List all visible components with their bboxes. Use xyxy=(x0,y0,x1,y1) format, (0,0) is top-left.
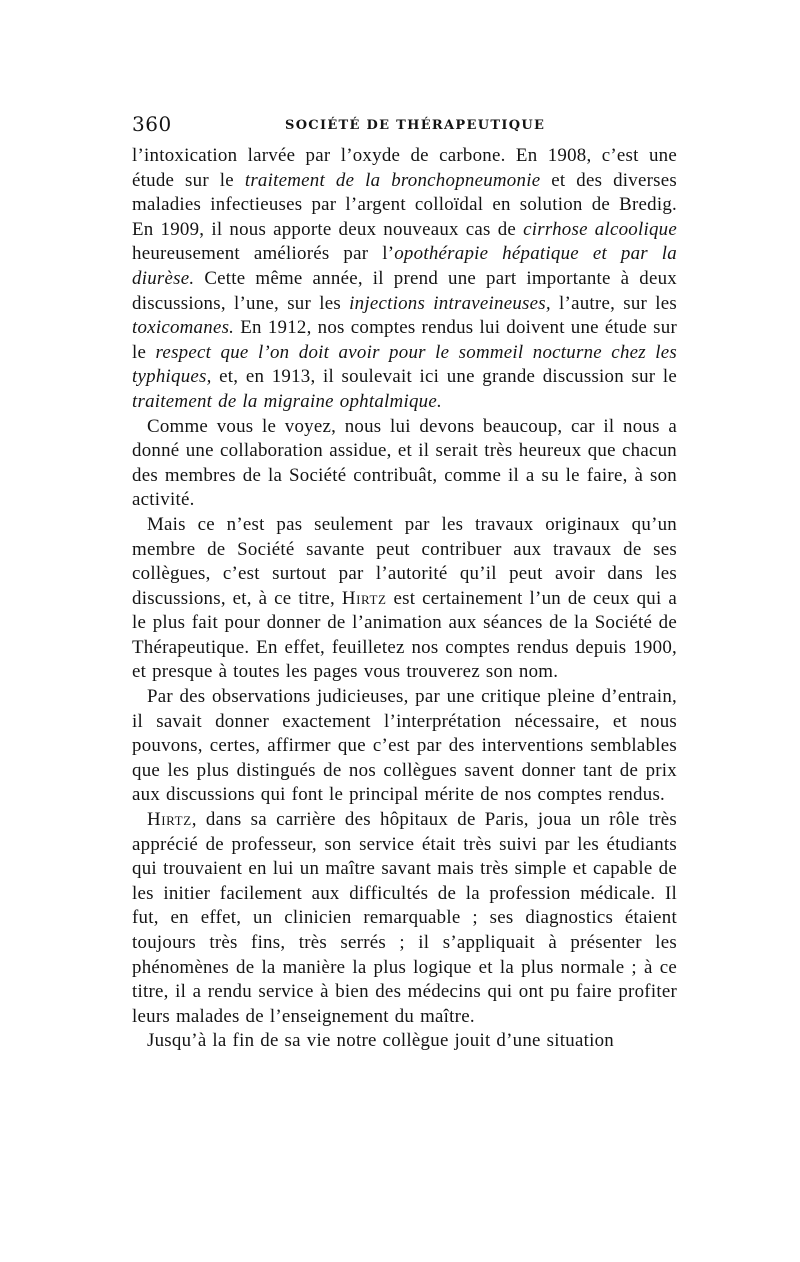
paragraph xyxy=(132,513,677,685)
italic-text-run: opothérapie hépatique et par la diurèse. xyxy=(132,243,677,289)
italic-text-run: traitement de la migraine ophtalmique. xyxy=(132,390,442,412)
running-title: SOCIÉTÉ DE THÉRAPEUTIQUE xyxy=(285,118,546,133)
text-run: Comme vous le voyez, nous lui devons beaucoup, car il nous a donné une collaboration assidue, et il serait très heureux que chacun des membres de la Société contribuât, comme il a su le faire, à son activité. xyxy=(132,415,677,511)
text-run: et des diverses maladies infectieuses par l’argent colloïdal en solution de Bredig. En 1909, il nous apporte deux nouveaux cas de xyxy=(132,169,677,240)
paragraph xyxy=(132,685,677,808)
text-run: Cette même année, il prend une part importante à deux discussions, l’une, sur les xyxy=(132,267,677,314)
text-run: Mais ce n’est pas seulement par les travaux originaux qu’un membre de Société savante peut contribuer aux travaux de ses collègues, c’est surtout par l’autorité qu’il peut avoir dans les discussions, et, à ce titre, xyxy=(132,513,677,609)
text-run: En 1912, nos comptes rendus lui doivent une étude sur le xyxy=(132,317,677,363)
text-run: Par des observations judicieuses, par une critique pleine d’entrain, il savait donner exactement l’interprétation nécessaire, et nous pouvons, certes, affirmer que c’est par des interventions semblables que les plus distingués de nos collègues savent donner tant de prix aux discussions qui font le principal mérite de nos comptes rendus. xyxy=(132,686,677,806)
author-name: Hirtz xyxy=(341,587,387,609)
italic-text-run: traitement de la bronchopneumonie xyxy=(244,169,541,191)
italic-text-run: cirrhose alcoolique xyxy=(523,218,678,240)
running-head xyxy=(132,112,677,144)
italic-text-run: toxicomanes. xyxy=(132,317,235,339)
paragraph xyxy=(132,1029,677,1054)
page-number: 360 xyxy=(132,112,172,136)
book-page xyxy=(132,112,677,1054)
text-run: est certainement l’un de ceux qui a le plus fait pour donner de l’animation aux séances de la Société de Thérapeutique. En effet, feuilletez nos comptes rendus depuis 1900, et presque à toutes les pages vous trouverez son nom. xyxy=(132,587,678,683)
text-run: , dans sa carrière des hôpitaux de Paris, joua un rôle très apprécié de professeur, son service était très suivi par les étudiants qui trouvaient en lui un maître savant mais très simple et capable de les initier facilement aux difficultés de la profession médicale. Il fut, en effet, un clinicien remarquable ; ses diagnostics étaient toujours très fins, très serrés ; il s’appliquait à présenter les phénomènes de la manière la plus logique et la plus normale ; à ce titre, il a rendu service à bien des médecins qui ont pu faire profiter leurs malades de l’enseignement du maître. xyxy=(132,809,677,1027)
paragraph xyxy=(132,144,677,415)
paragraph xyxy=(132,808,677,1029)
italic-text-run: injections intraveineuses, xyxy=(349,292,551,314)
text-run: Jusqu’à la fin de sa vie notre collègue jouit d’une situation xyxy=(147,1030,614,1052)
italic-text-run: respect que l’on doit avoir pour le sommeil nocturne chez les typhiques, xyxy=(132,341,677,388)
author-name: Hirtz xyxy=(147,809,192,831)
text-run: heureusement améliorés par l’ xyxy=(132,243,395,265)
text-run: et, en 1913, il soulevait ici une grande discussion sur le xyxy=(211,366,677,388)
paragraph xyxy=(132,415,677,513)
body-text xyxy=(132,144,677,1054)
text-run: l’autre, sur les xyxy=(550,292,678,314)
text-run: l’intoxication larvée par l’oxyde de carbone. En 1908, c’est une étude sur le xyxy=(132,145,677,191)
